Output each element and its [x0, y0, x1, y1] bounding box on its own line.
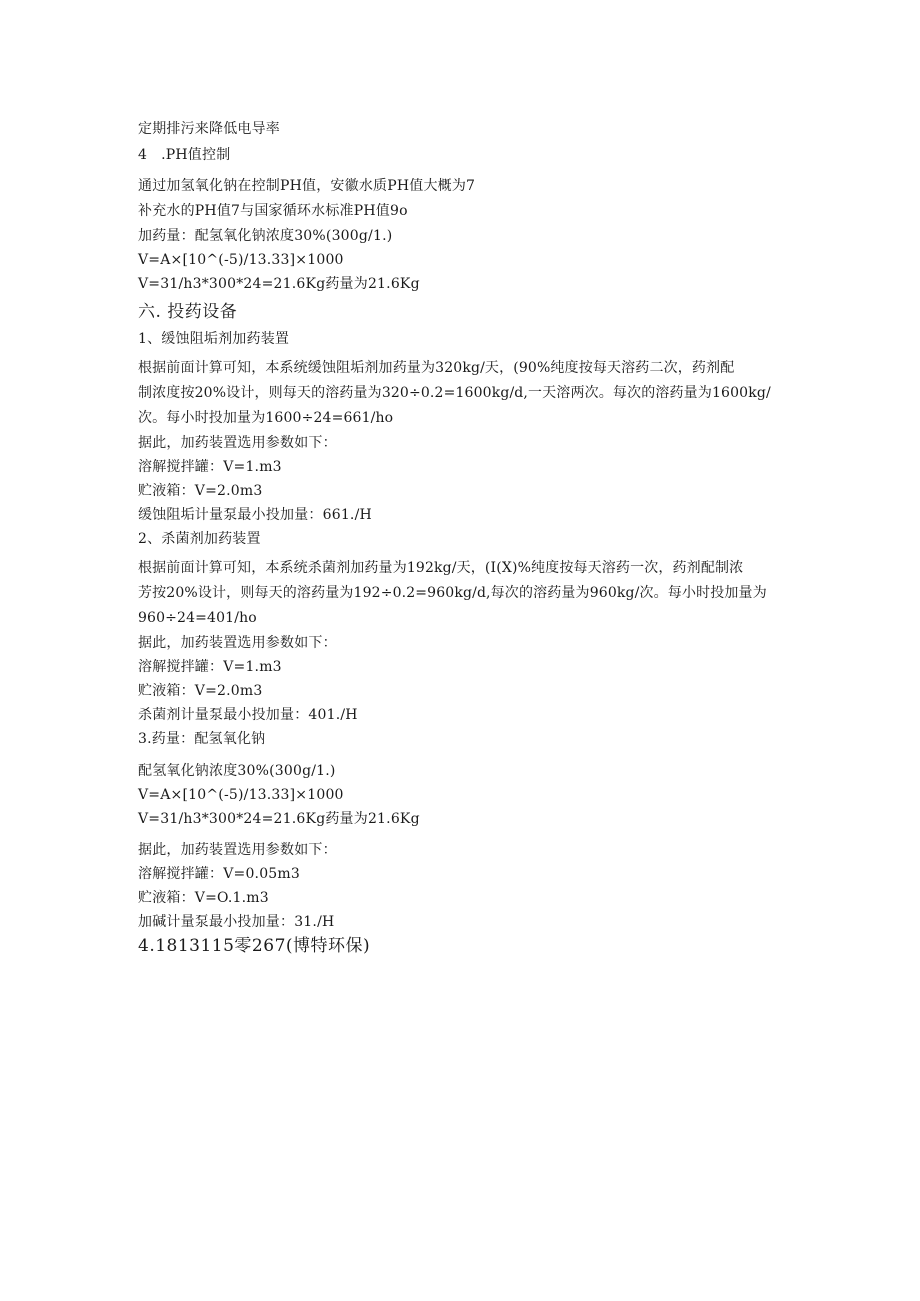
subsection-heading: 3.药量：配氢氧化钠 — [138, 731, 266, 747]
paragraph-line: 根据前面计算可知，本系统缓蚀阻垢剂加药量为320kg/天，(90%纯度按每天溶药二次，药剂配 — [138, 360, 735, 376]
paragraph-line: 制浓度按20%设计，则每天的溶药量为320÷0.2=1600kg/d,一天溶两次。每次的溶药量为1600kg/ — [138, 385, 771, 401]
text-line: 加药量：配氢氧化钠浓度30%(300g/1.) — [138, 228, 393, 244]
text-line: 定期排污来降低电导率 — [138, 121, 280, 137]
text-line: 补充水的PH值7与国家循环水标准PH值9o — [138, 203, 408, 219]
section-number: 4 — [138, 147, 148, 163]
subsection-heading: 1、缓蚀阻垢剂加药装置 — [138, 331, 290, 347]
text-line: 溶解搅拌罐：V=1.m3 — [138, 659, 282, 675]
text-line: 据此，加药装置选用参数如下： — [138, 842, 337, 858]
text-line: 溶解搅拌罐：V=0.05m3 — [138, 866, 300, 882]
text-line: 据此，加药装置选用参数如下： — [138, 435, 337, 451]
text-line: 溶解搅拌罐：V=1.m3 — [138, 459, 282, 475]
text-line: 加碱计量泵最小投加量：31./H — [138, 914, 335, 930]
paragraph-line: 根据前面计算可知，本系统杀菌剂加药量为192kg/天，(I(X)%纯度按每天溶药一次，药剂配制浓 — [138, 560, 744, 576]
text-line: 贮液箱：V=O.1.m3 — [138, 890, 269, 906]
paragraph — [138, 356, 788, 431]
paragraph — [138, 556, 788, 631]
text-line: 杀菌剂计量泵最小投加量：401./H — [138, 707, 358, 723]
paragraph-line: 芳按20%设计，则每天的溶药量为192÷0.2=960kg/d,每次的溶药量为960kg/次。每小时投加量为 — [138, 585, 767, 601]
paragraph-line: 次。每小时投加量为1600÷24=661/ho — [138, 410, 394, 426]
chapter-heading: 六. 投药设备 — [138, 302, 238, 322]
text-line: 贮液箱：V=2.0m3 — [138, 483, 263, 499]
formula-line: V=A×[10^(-5)/13.33]×1000 — [138, 252, 344, 268]
formula-line: V=31/h3*300*24=21.6Kg药量为21.6Kg — [138, 811, 420, 827]
formula-line: V=A×[10^(-5)/13.33]×1000 — [138, 787, 344, 803]
text-line: 缓蚀阻垢计量泵最小投加量：661./H — [138, 507, 372, 523]
text-line: 贮液箱：V=2.0m3 — [138, 683, 263, 699]
section-heading-ph — [138, 146, 230, 164]
contact-footer: 4.1813115零267(博特环保) — [138, 936, 371, 956]
text-line: 据此，加药装置选用参数如下： — [138, 635, 337, 651]
text-line: 配氢氧化钠浓度30%(300g/1.) — [138, 763, 336, 779]
paragraph-line: 960÷24=401/ho — [138, 610, 257, 626]
section-title: .PH值控制 — [161, 147, 231, 163]
text-line: 通过加氢氧化钠在控制PH值，安徽水质PH值大概为7 — [138, 178, 476, 194]
formula-line: V=31/h3*300*24=21.6Kg药量为21.6Kg — [138, 276, 420, 292]
subsection-heading: 2、杀菌剂加药装置 — [138, 531, 261, 547]
